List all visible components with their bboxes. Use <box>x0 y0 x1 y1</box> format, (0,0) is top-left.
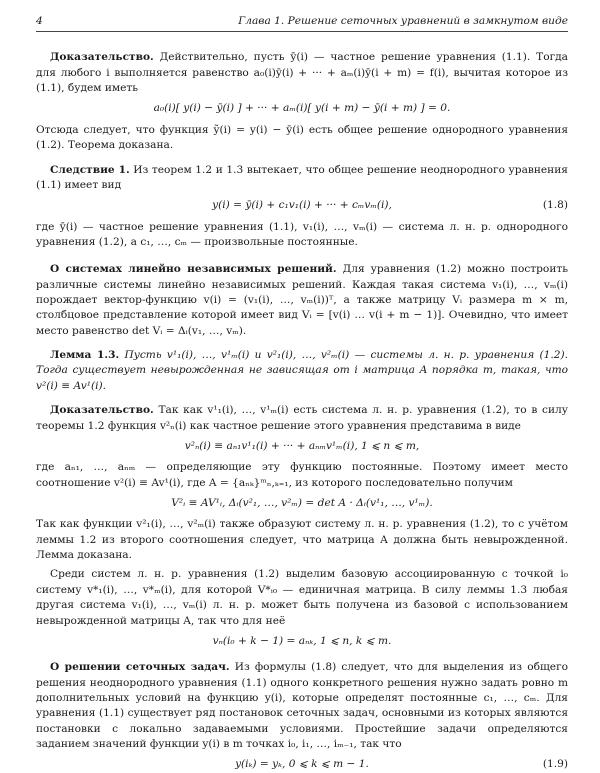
page-number: 4 <box>36 15 43 27</box>
equation-text: vₙ(i₀ + k − 1) = aₙₖ, 1 ⩽ n, k ⩽ m. <box>212 634 392 647</box>
equation-text: V²ᵢ ≡ AV¹ᵢ, Δᵢ(v²₁, …, v²ₘ) = det A · Δᵢ(v¹₁, …, v¹ₘ). <box>171 496 433 509</box>
equation-basis <box>36 634 568 649</box>
basis-system-paragraph: Среди систем л. н. р. уравнения (1.2) выделим базовую ассоциированную с точкой i₀ систему v*₁(i), …, v*ₘ(i), для которой V*ᵢ₀ — единичная матрица. В силу леммы 1.3 любая другая система v₁(i), …, vₘ(i) л. н. р. может быть получена из базовой с использованием невырожденной матрицы A, так что для неё <box>36 568 568 627</box>
proof-conclusion: Отсюда следует, что функция ỹ(i) = y(i) − ȳ(i) есть общее решение однородного уравнения (1.2). Теорема доказана. <box>36 123 568 152</box>
lemma-paragraph <box>36 348 568 394</box>
equation-1-8 <box>36 198 568 213</box>
section-text: Из формулы (1.8) следует, что для выделения из общего решения неоднородного уравнения (1.1) одного конкретного решения нужно задать ровно m дополнительных условий на функцию y(i), которые определят постоянные c₁, …, cₘ. Для уравнения (1.1) существует ряд постановок сеточных задач, основными из которых являются постановки с локально задаваемыми условиями. Простейшие задачи определяются заданием значений функции y(i) в m точках i₀, i₁, …, iₘ₋₁, так что <box>36 661 569 751</box>
running-header <box>36 14 568 32</box>
corollary-explanation: где ȳ(i) — частное решение уравнения (1.1), v₁(i), …, vₘ(i) — система л. н. р. однородного уравнения (1.2), а c₁, …, cₘ — произвольные постоянные. <box>36 220 568 248</box>
lemma-text: Пусть v¹₁(i), …, v¹ₘ(i) и v²₁(i), …, v²ₘ(i) — системы л. н. р. уравнения (1.2). Тогда существует невырожденная не зависящая от i матрица A порядка m, такая, что v²(i) ≡ Av¹(i). <box>36 349 568 392</box>
proof2-text: Так как v¹₁(i), …, v¹ₘ(i) есть система л. н. р. уравнения (1.2), то в силу теоремы 1.2 функция v²ₙ(i) как частное решение этого уравнения представима в виде <box>36 404 568 432</box>
section-grid-problems-paragraph <box>36 660 568 752</box>
corollary-heading: Следствие 1. <box>50 163 130 176</box>
corollary-text: Из теорем 1.2 и 1.3 вытекает, что общее решение неоднородного уравнения (1.1) имеет вид <box>36 163 568 191</box>
running-title: Глава 1. Решение сеточных уравнений в замкнутом виде <box>238 15 568 27</box>
proof2-continuation: где aₙ₁, …, aₙₘ — определяющие эту функцию постоянные. Поэтому имеет место соотношение v²(i) ≡ Av¹(i), где A = {aₙₖ}ᵐₙ,ₖ₌₁, из которого последовательно получим <box>36 461 568 489</box>
equation-text: a₀(i)[ y(i) − ȳ(i) ] + ··· + aₘ(i)[ y(i + m) − ȳ(i + m) ] = 0. <box>153 102 451 115</box>
corollary-paragraph <box>36 163 568 194</box>
proof-text: Действительно, пусть ȳ(i) — частное решение уравнения (1.1). Тогда для любого i выполняется равенство a₀(i)ȳ(i) + ··· + aₘ(i)ȳ(i + m) = f(i), вычитая которое из (1.1), будем иметь <box>36 51 568 95</box>
proof2-heading: Доказательство. <box>50 404 154 417</box>
equation-text: v²ₙ(i) ≡ aₙ₁v¹₁(i) + ··· + aₙₘv¹ₘ(i), 1 ⩽ n ⩽ m, <box>184 439 420 452</box>
equation-difference <box>36 101 568 116</box>
equation-1-9 <box>36 757 568 772</box>
proof2-paragraph <box>36 403 568 434</box>
equation-text: y(i) = ȳ(i) + c₁v₁(i) + ··· + cₘvₘ(i), <box>212 199 392 212</box>
section-heading: О системах линейно независимых решений. <box>50 263 337 276</box>
equation-matrix-relation <box>36 496 568 511</box>
equation-number: (1.9) <box>542 758 568 771</box>
equation-text: y(iₖ) = yₖ, 0 ⩽ k ⩽ m − 1. <box>235 758 369 771</box>
proof-heading: Доказательство. <box>50 51 154 64</box>
proof-paragraph-1 <box>36 50 568 96</box>
proof2-conclusion: Так как функции v²₁(i), …, v²ₘ(i) также образуют систему л. н. р. уравнения (1.2), то с учётом леммы 1.2 из второго соотношения следует, что матрица A должна быть невырожденной. Лемма доказана. <box>36 518 568 562</box>
equation-expansion <box>36 439 568 454</box>
equation-number: (1.8) <box>542 199 568 212</box>
lemma-heading: Лемма 1.3. <box>50 349 120 362</box>
section-text: Для уравнения (1.2) можно построить различные системы линейно независимых решений. Каждая такая система v₁(i), …, vₘ(i) порождает вектор-функцию v(i) = (v₁(i), …, vₘ(i))ᵀ, а также матрицу Vᵢ размера m × m, столбцовое представление которой имеет вид Vᵢ = [v(i) … v(i + m − 1)]. Очевидно, что имеет место равенство det Vᵢ = Δᵢ(v₁, …, vₘ). <box>36 263 569 337</box>
section-heading: О решении сеточных задач. <box>50 661 230 674</box>
section-lin-indep-paragraph <box>36 262 568 339</box>
